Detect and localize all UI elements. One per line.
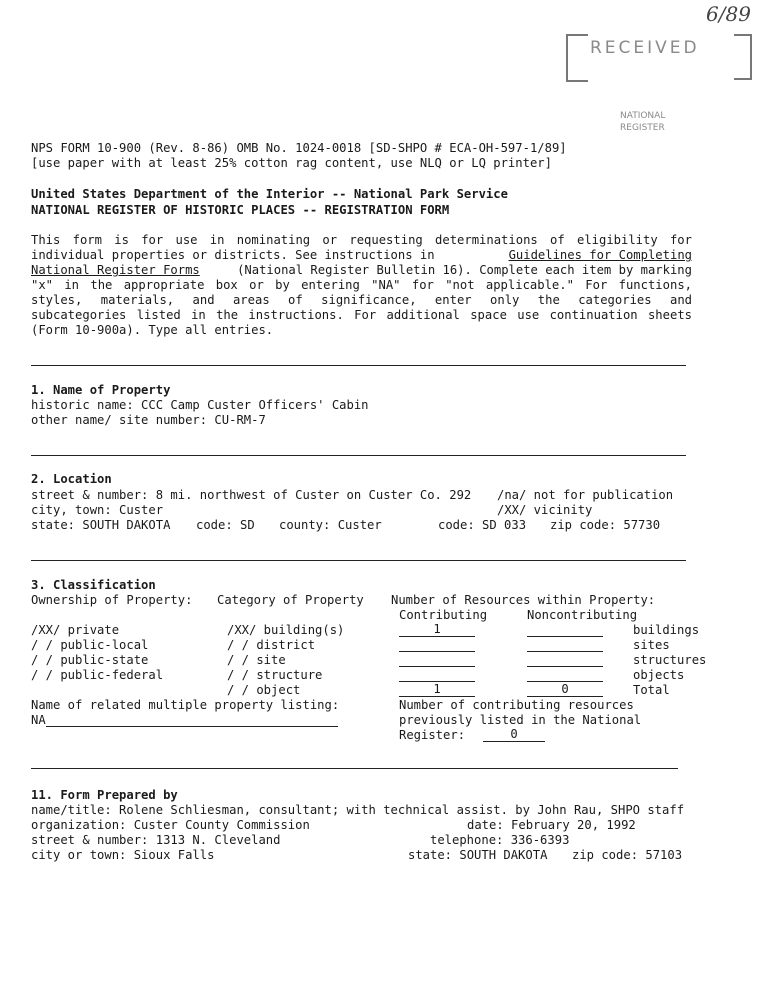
paper-instruction-line: [use paper with at least 25% cotton rag content, use NLQ or LQ printer] (31, 156, 552, 170)
category-buildings: /XX/ building(s) (227, 623, 345, 637)
previously-listed-line-3: Register: (399, 728, 466, 742)
form-number-line: NPS FORM 10-900 (Rev. 8-86) OMB No. 1024-0018 [SD-SHPO # ECA-OH-597-1/89] (31, 141, 567, 155)
previously-listed-line-1: Number of contributing resources (399, 698, 634, 712)
contrib-structures-line (399, 666, 475, 667)
received-stamp (566, 30, 752, 88)
intro-line-4: "x" in the appropriate box or by entering "NA" for "not applicable." For functions, (31, 278, 692, 292)
noncontrib-total-line (527, 696, 603, 697)
intro-line-7: (Form 10-900a). Type all entries. (31, 323, 274, 337)
not-for-publication: /na/ not for publication (497, 488, 674, 502)
handwritten-note: 6/89 (706, 2, 751, 26)
row-label-structures: structures (633, 653, 707, 667)
preparer-street: street & number: 1313 N. Cleveland (31, 833, 281, 847)
guidelines-link-b: National Register Forms (31, 263, 200, 277)
noncontrib-buildings-line (527, 636, 603, 637)
contrib-total: 1 (433, 682, 441, 696)
preparer-name-title: name/title: Rolene Schliesman, consultant; with technical assist. by John Rau, SHPO staff (31, 803, 685, 817)
noncontributing-header: Noncontributing (527, 608, 638, 622)
contrib-total-line (399, 696, 475, 697)
category-structure: / / structure (227, 668, 323, 682)
state: state: SOUTH DAKOTA (31, 518, 171, 532)
divider-3 (31, 560, 686, 561)
contrib-buildings: 1 (433, 622, 441, 636)
category-site: / / site (227, 653, 286, 667)
state-code: code: SD (196, 518, 255, 532)
category-label: Category of Property (217, 593, 364, 607)
ownership-public-federal: / / public-federal (31, 668, 164, 682)
guidelines-link-a: Guidelines for Completing (508, 248, 692, 262)
row-label-buildings: buildings (633, 623, 700, 637)
preparer-state: state: SOUTH DAKOTA (408, 848, 548, 862)
preparer-telephone: telephone: 336-6393 (430, 833, 570, 847)
previously-listed-line-2: previously listed in the National (399, 713, 642, 727)
street-number: street & number: 8 mi. northwest of Custer on Custer Co. 292 (31, 488, 472, 502)
intro-line-1: This form is for use in nominating or requesting determinations of eligibility for (31, 233, 692, 247)
contributing-header: Contributing (399, 608, 488, 622)
category-district: / / district (227, 638, 316, 652)
preparer-date: date: February 20, 1992 (467, 818, 636, 832)
preparer-organization: organization: Custer County Commission (31, 818, 310, 832)
noncontrib-total: 0 (561, 682, 569, 696)
preparer-city: city or town: Sioux Falls (31, 848, 215, 862)
section-3-title: 3. Classification (31, 578, 156, 592)
stamp-national-register: NATIONAL REGISTER (620, 111, 666, 133)
intro-line-3-text: (National Register Bulletin 16). Complete each item by marking (237, 263, 692, 277)
noncontrib-structures-line (527, 666, 603, 667)
preparer-zip: zip code: 57103 (572, 848, 683, 862)
row-label-sites: sites (633, 638, 670, 652)
other-name: other name/ site number: CU-RM-7 (31, 413, 266, 427)
ownership-public-state: / / public-state (31, 653, 149, 667)
intro-line-5: styles, materials, and areas of significance, enter only the categories and (31, 293, 692, 307)
row-label-total: Total (633, 683, 670, 697)
intro-line-6: subcategories listed in the instructions. For additional space use continuation sheets (31, 308, 692, 322)
related-listing-value: NA (31, 713, 46, 727)
noncontrib-sites-line (527, 651, 603, 652)
vicinity: /XX/ vicinity (497, 503, 593, 517)
department-heading: United States Department of the Interior -- National Park Service (31, 187, 508, 201)
contrib-sites-line (399, 651, 475, 652)
zip-code: zip code: 57730 (550, 518, 661, 532)
ownership-private: /XX/ private (31, 623, 120, 637)
ownership-public-local: / / public-local (31, 638, 149, 652)
section-11-title: 11. Form Prepared by (31, 788, 178, 802)
divider-2 (31, 455, 686, 456)
resources-label: Number of Resources within Property: (391, 593, 656, 607)
contrib-buildings-line (399, 636, 475, 637)
county: county: Custer (279, 518, 382, 532)
previously-listed-blank (483, 741, 545, 742)
intro-line-3 (31, 263, 692, 278)
category-object: / / object (227, 683, 301, 697)
register-heading: NATIONAL REGISTER OF HISTORIC PLACES -- REGISTRATION FORM (31, 203, 450, 217)
stamp-received-text: RECEIVED (590, 38, 700, 58)
divider-1 (31, 365, 686, 366)
section-1-title: 1. Name of Property (31, 383, 171, 397)
ownership-label: Ownership of Property: (31, 593, 193, 607)
divider-4 (31, 768, 678, 769)
county-code: code: SD 033 (438, 518, 527, 532)
row-label-objects: objects (633, 668, 685, 682)
related-listing-label: Name of related multiple property listing: (31, 698, 340, 712)
city-town: city, town: Custer (31, 503, 164, 517)
intro-line-2 (31, 248, 692, 263)
intro-line-2-text: individual properties or districts. See instructions in (31, 248, 435, 262)
related-listing-line (46, 726, 338, 727)
section-2-title: 2. Location (31, 472, 112, 486)
historic-name: historic name: CCC Camp Custer Officers' Cabin (31, 398, 369, 412)
previously-listed-value: 0 (510, 727, 518, 741)
